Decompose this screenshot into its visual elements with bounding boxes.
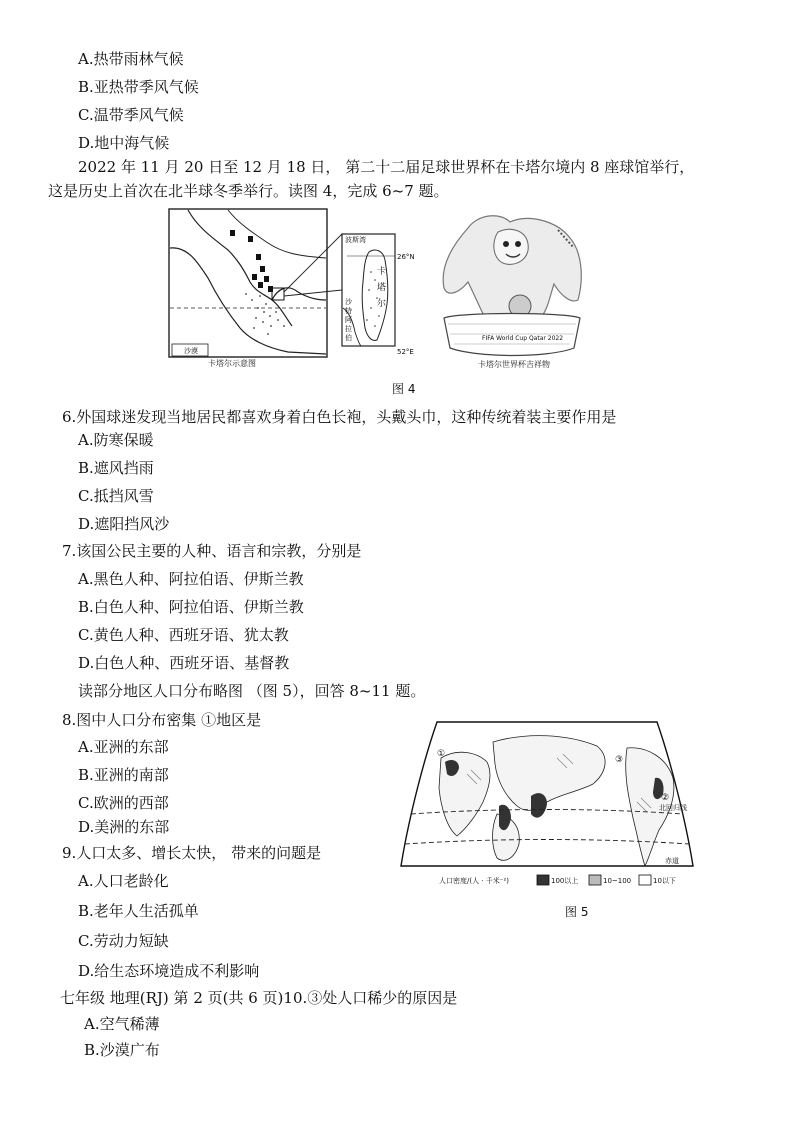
intro-text-figure-5: 读部分地区人口分布略图 （图 5），回答 8~11 题。	[78, 682, 426, 700]
intro-text-line-1: 2022 年 11 月 20 日至 12 月 18 日， 第二十二届足球世界杯在卡塔尔境内 8 座球馆举行，	[78, 158, 695, 176]
question-7-option-a: A.黑色人种、阿拉伯语、伊斯兰教	[78, 570, 304, 588]
mascot-caption: 卡塔尔世界杯吉祥物	[478, 360, 550, 369]
desert-legend-label: 沙漠	[184, 347, 198, 355]
question-6-option-b: B.遮风挡雨	[78, 459, 154, 477]
question-9-stem: 9.人口太多、增长太快， 带来的问题是	[62, 844, 322, 862]
question-7-option-b: B.白色人种、阿拉伯语、伊斯兰教	[78, 598, 304, 616]
question-9-option-b: B.老年人生活孤单	[78, 902, 199, 920]
question-8-option-d: D.美洲的东部	[78, 818, 170, 836]
question-7-stem: 7.该国公民主要的人种、语言和宗教，分别是	[62, 542, 362, 560]
qatar-char-3: 尔	[377, 299, 387, 309]
mascot-base-text: FIFA World Cup Qatar 2022	[482, 335, 564, 342]
persian-gulf-label: 波斯湾	[345, 236, 366, 244]
option-d: D.地中海气候	[78, 134, 170, 152]
legend-swatch-medium	[589, 875, 601, 885]
question-8-option-c: C.欧洲的西部	[78, 794, 169, 812]
saudi-char-1: 沙	[345, 298, 352, 306]
marker-3: ③	[615, 755, 624, 765]
question-9-option-d: D.给生态环境造成不利影响	[78, 962, 260, 980]
legend-low-label: 10以下	[653, 877, 676, 885]
saudi-char-5: 伯	[345, 334, 352, 342]
question-8-option-a: A.亚洲的东部	[78, 738, 169, 756]
page-footer-question-10-stem: 七年级 地理(RJ) 第 2 页(共 6 页)10.③处人口稀少的原因是	[60, 989, 458, 1007]
question-7-option-d: D.白色人种、西班牙语、基督教	[78, 654, 290, 672]
question-9-option-c: C.劳动力短缺	[78, 932, 169, 950]
equator-label: 赤道	[665, 857, 679, 865]
population-map-svg	[397, 718, 697, 892]
marker-1: ①	[437, 749, 446, 759]
figure-4-label: 图 4	[392, 382, 416, 396]
qatar-inset-svg	[341, 232, 431, 362]
option-a: A.热带雨林气候	[78, 50, 184, 68]
longitude-52e-label: 52°E	[397, 348, 414, 356]
saudi-char-4: 拉	[345, 325, 352, 333]
qatar-inset-map	[341, 232, 431, 362]
question-10-option-b: B.沙漠广布	[84, 1041, 160, 1059]
question-9-option-a: A.人口老龄化	[78, 872, 169, 890]
inset-connector-lines	[282, 232, 344, 312]
option-b: B.亚热带季风气候	[78, 78, 199, 96]
qatar-char-2: 塔	[377, 283, 387, 293]
legend-medium-label: 10~100	[603, 877, 632, 885]
density-legend-title: 人口密度/(人 · 千米⁻²)	[439, 877, 509, 885]
population-map-figure	[397, 718, 697, 892]
legend-swatch-high	[537, 875, 549, 885]
question-6-stem: 6.外国球迷发现当地居民都喜欢身着白色长袍，头戴头巾，这种传统着装主要作用是	[62, 408, 617, 426]
question-6-option-c: C.抵挡风雪	[78, 487, 154, 505]
intro-text-line-2: 这是历史上首次在北半球冬季举行。读图 4，完成 6~7 题。	[48, 182, 449, 200]
question-6-option-a: A.防寒保暖	[78, 431, 154, 449]
qatar-char-1: 卡	[377, 267, 387, 277]
question-7-option-c: C.黄色人种、西班牙语、犹太教	[78, 626, 289, 644]
legend-swatch-low	[639, 875, 651, 885]
latitude-26n-label: 26°N	[397, 253, 415, 261]
figure-5-label: 图 5	[565, 905, 589, 919]
legend-high-label: 100以上	[551, 877, 579, 885]
question-10-option-a: A.空气稀薄	[84, 1015, 160, 1033]
world-cup-mascot-figure	[438, 208, 586, 373]
question-6-option-d: D.遮阳挡风沙	[78, 515, 170, 533]
mascot-image	[438, 208, 586, 358]
saudi-char-3: 阿	[345, 316, 352, 324]
qatar-map-caption: 卡塔尔示意图	[208, 359, 256, 368]
question-8-stem: 8.图中人口分布密集 ①地区是	[62, 711, 262, 729]
saudi-char-2: 特	[345, 307, 352, 315]
marker-2: ②	[661, 793, 670, 803]
option-c: C.温带季风气候	[78, 106, 184, 124]
question-8-option-b: B.亚洲的南部	[78, 766, 169, 784]
tropic-of-cancer-label: 北回归线	[659, 804, 687, 812]
